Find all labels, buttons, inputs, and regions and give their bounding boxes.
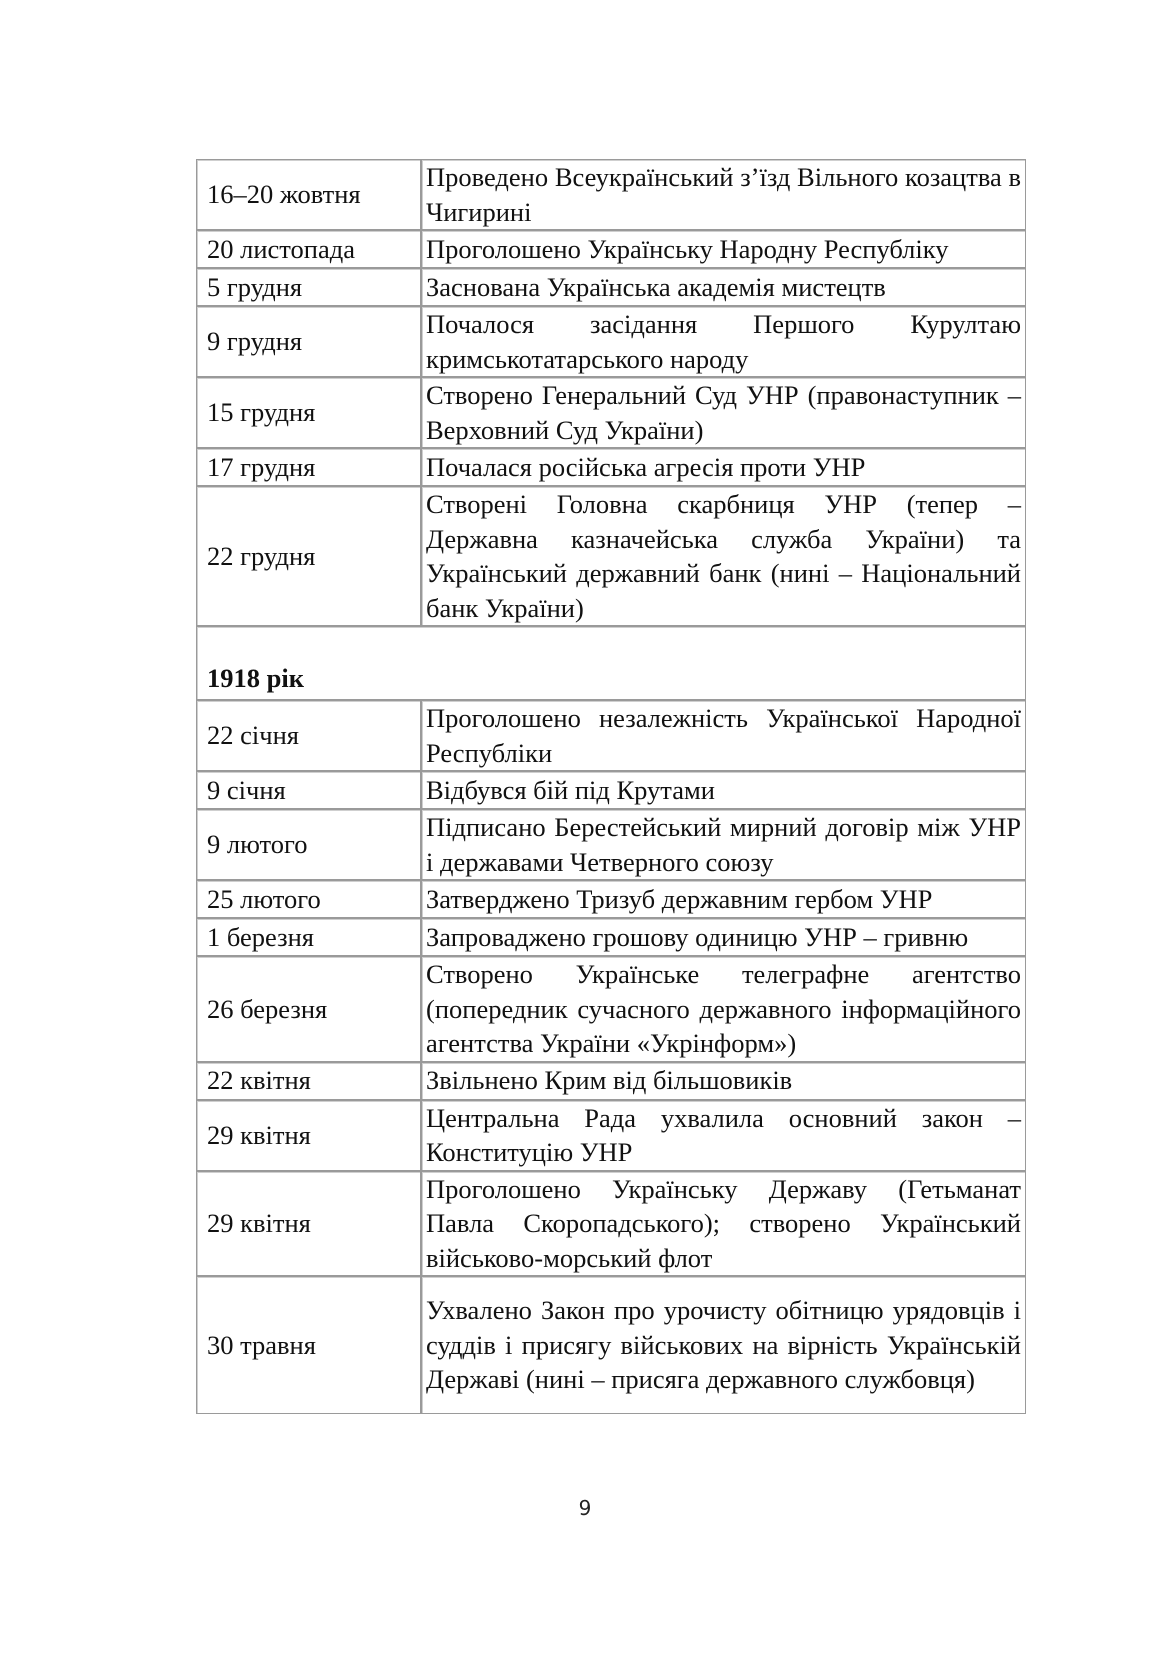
table-row [196, 771, 1026, 809]
date-cell: 25 лютого [196, 880, 421, 918]
event-cell: Створено Генеральний Суд УНР (правонаступник – Верховний Суд України) [421, 377, 1026, 448]
event-cell: Створено Українське телеграфне агентство (попередник сучасного державного інформаційного агентства України «Укрінформ») [421, 956, 1026, 1062]
date-cell: 17 грудня [196, 448, 421, 486]
page-number: 9 [578, 1496, 592, 1520]
event-cell: Проголошено Українську Державу (Гетьманат Павла Скоропадського); створено Український військово-морський флот [421, 1171, 1026, 1277]
date-cell: 22 квітня [196, 1062, 421, 1100]
event-cell: Відбувся бій під Крутами [421, 771, 1026, 809]
date-cell: 1 березня [196, 918, 421, 956]
table-row [196, 448, 1026, 486]
event-cell: Запроваджено грошову одиницю УНР – гривню [421, 918, 1026, 956]
date-cell: 9 січня [196, 771, 421, 809]
date-cell: 20 листопада [196, 230, 421, 268]
date-cell: 15 грудня [196, 377, 421, 448]
date-cell: 22 грудня [196, 486, 421, 626]
table-row [196, 1276, 1026, 1414]
table-row [196, 230, 1026, 268]
chronology-table [196, 159, 1026, 1414]
date-cell: 5 грудня [196, 268, 421, 306]
table-row [196, 268, 1026, 306]
date-cell: 16–20 жовтня [196, 159, 421, 230]
event-cell: Створені Головна скарбниця УНР (тепер – Державна казначейська служба України) та Український державний банк (нині – Національний банк України) [421, 486, 1026, 626]
date-cell: 22 січня [196, 700, 421, 771]
table-row [196, 918, 1026, 956]
table-row [196, 956, 1026, 1062]
table-row [196, 1100, 1026, 1171]
event-cell: Затверджено Тризуб державним гербом УНР [421, 880, 1026, 918]
table-row [196, 700, 1026, 771]
year-heading-row [196, 626, 1026, 700]
date-cell: 9 лютого [196, 809, 421, 880]
table-row [196, 880, 1026, 918]
date-cell: 29 квітня [196, 1171, 421, 1277]
event-cell: Проведено Всеукраїнський з’їзд Вільного козацтва в Чигирині [421, 159, 1026, 230]
event-cell: Заснована Українська академія мистецтв [421, 268, 1026, 306]
date-cell: 30 травня [196, 1276, 421, 1414]
date-cell: 26 березня [196, 956, 421, 1062]
table-row [196, 486, 1026, 626]
event-cell: Проголошено незалежність Української Народної Республіки [421, 700, 1026, 771]
event-cell: Підписано Берестейський мирний договір між УНР і державами Четверного союзу [421, 809, 1026, 880]
date-cell: 29 квітня [196, 1100, 421, 1171]
date-cell: 9 грудня [196, 306, 421, 377]
event-cell: Ухвалено Закон про урочисту обітницю урядовців і суддів і присягу військових на вірність Українській Державі (нині – присяга державного службовця) [421, 1276, 1026, 1414]
table-row [196, 306, 1026, 377]
event-cell: Почалося засідання Першого Курултаю кримськотатарського народу [421, 306, 1026, 377]
event-cell: Центральна Рада ухвалила основний закон – Конституцію УНР [421, 1100, 1026, 1171]
table-row [196, 159, 1026, 230]
table-row [196, 809, 1026, 880]
event-cell: Почалася російська агресія проти УНР [421, 448, 1026, 486]
event-cell: Звільнено Крим від більшовиків [421, 1062, 1026, 1100]
year-heading: 1918 рік [196, 626, 1026, 700]
table-row [196, 377, 1026, 448]
table-row [196, 1171, 1026, 1277]
table-row [196, 1062, 1026, 1100]
event-cell: Проголошено Українську Народну Республіку [421, 230, 1026, 268]
